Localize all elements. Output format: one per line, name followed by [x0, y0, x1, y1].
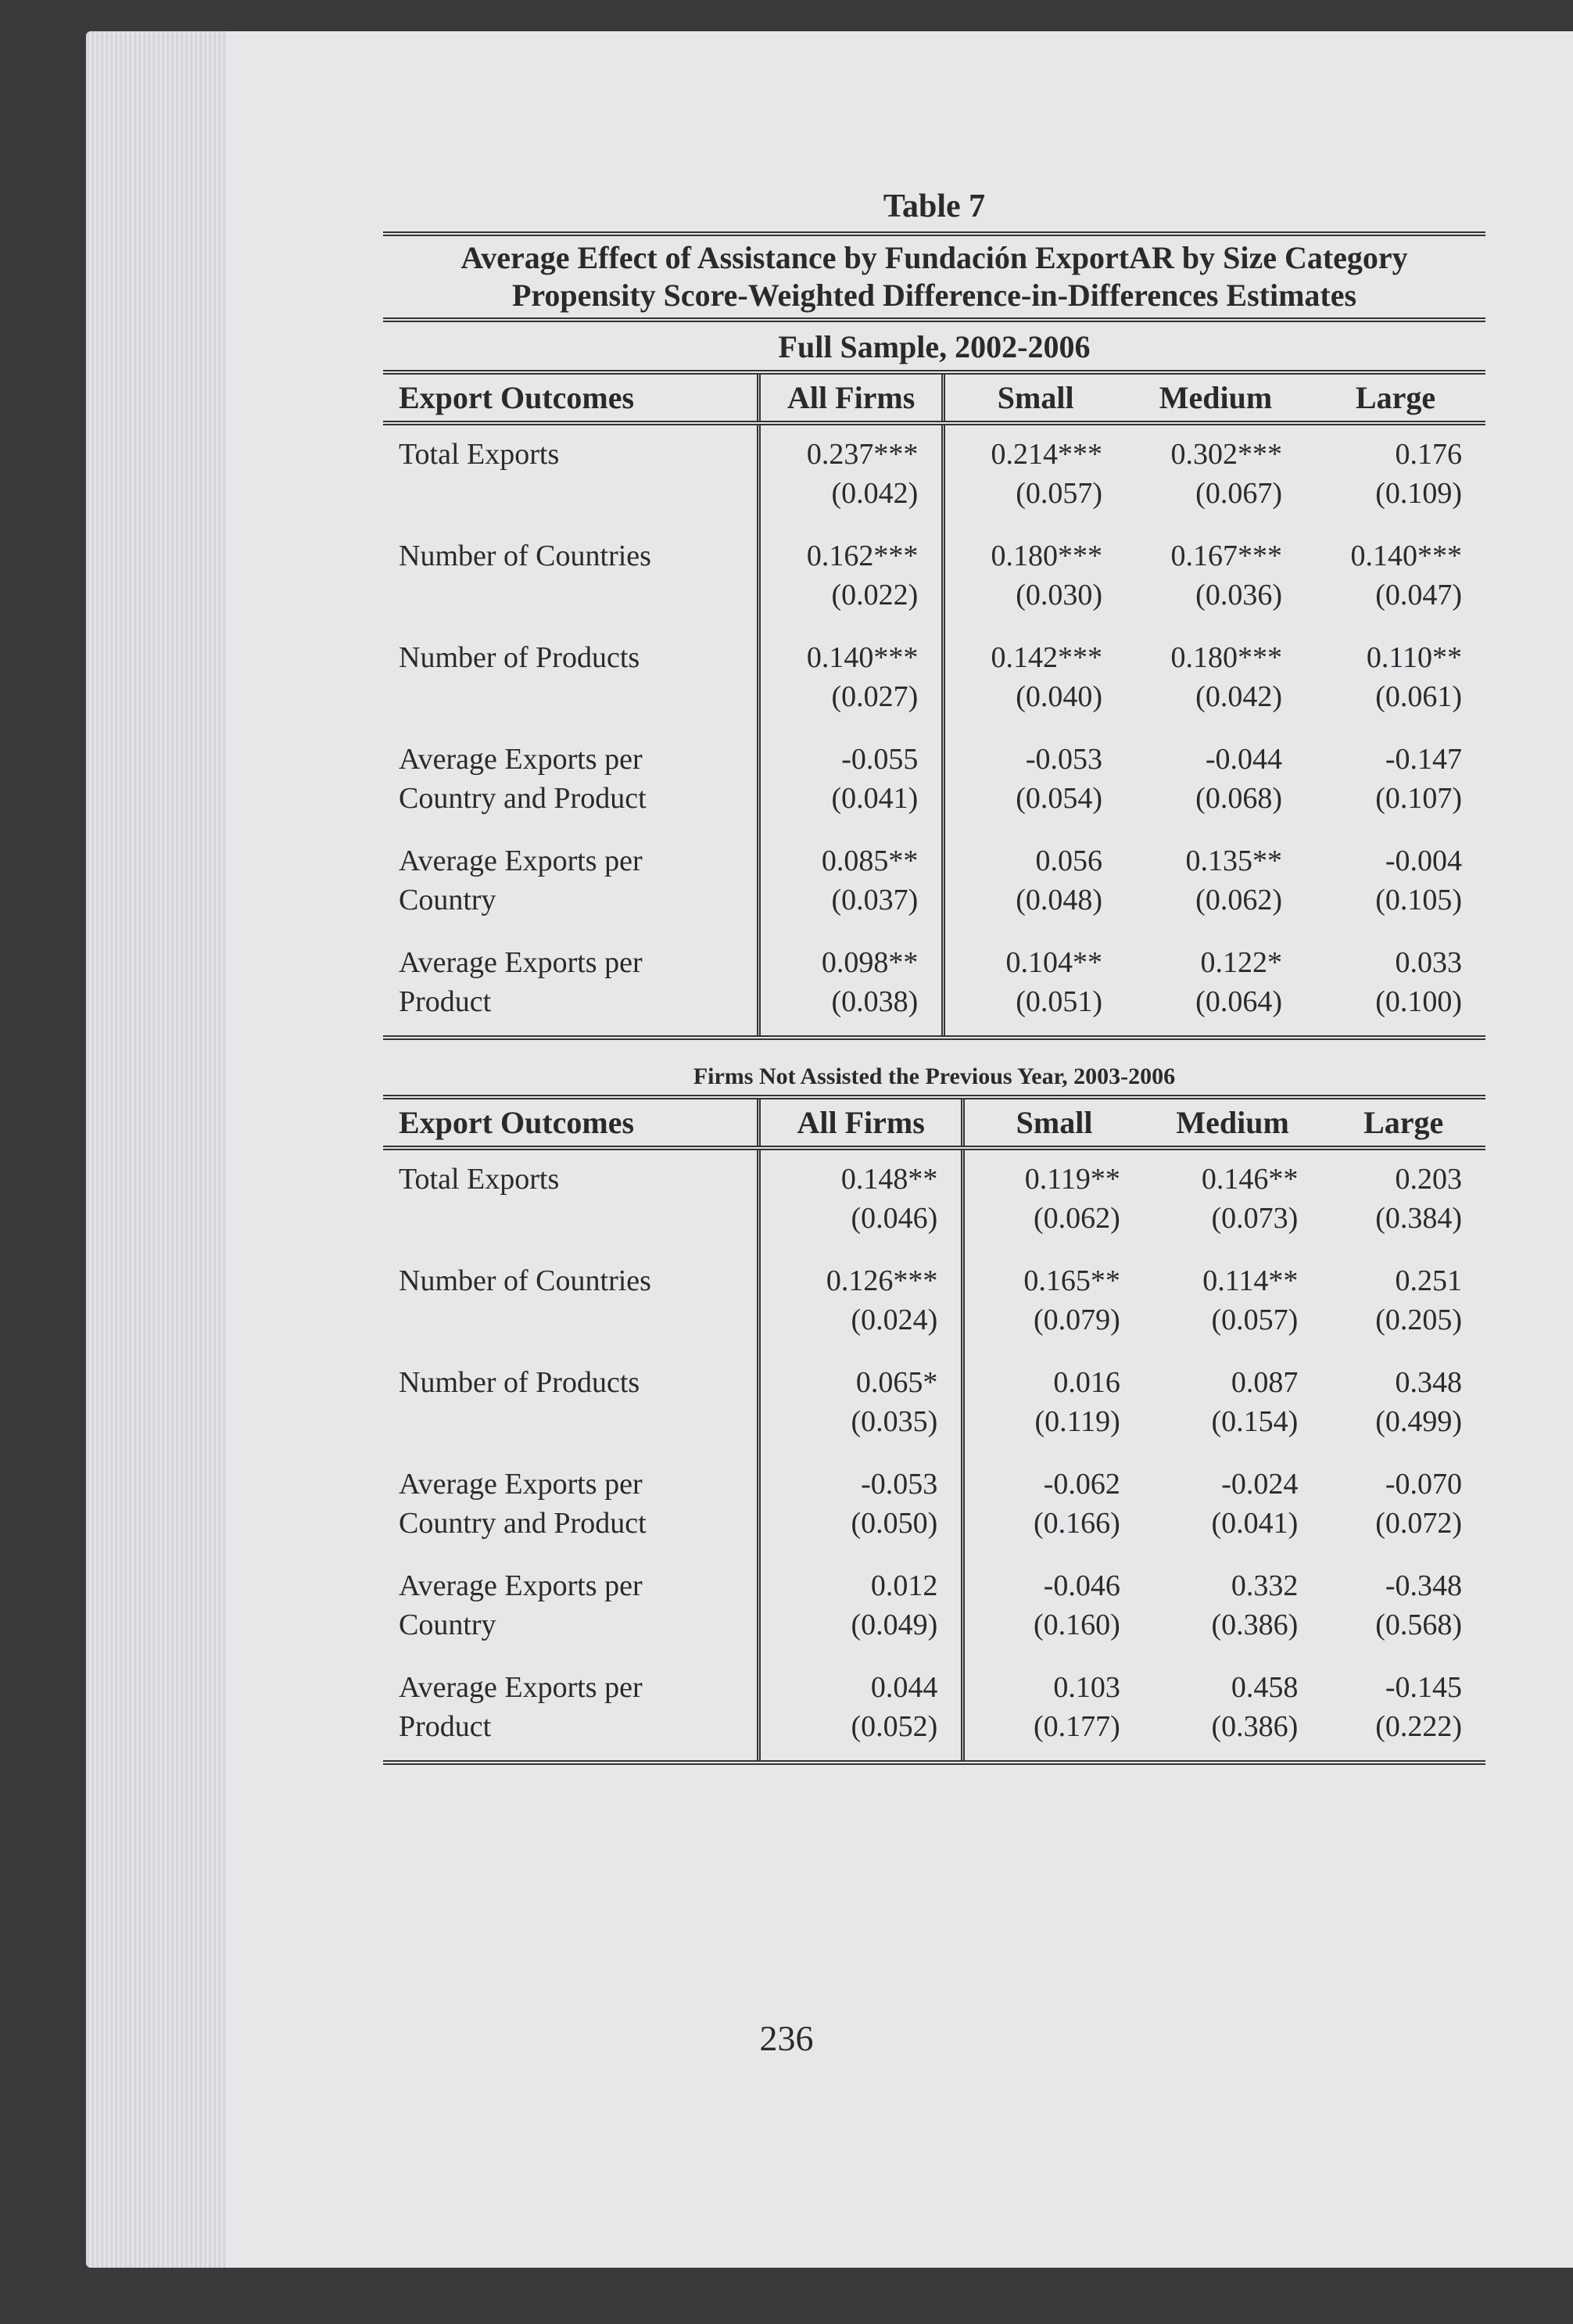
coefficient: 0.237*** — [806, 438, 919, 471]
row-label — [383, 832, 759, 934]
row-label-line: Total Exports — [399, 438, 560, 471]
panel-title-not-assisted: Firms Not Assisted the Previous Year, 2003-2006 — [693, 1063, 1176, 1089]
page-number: 236 — [759, 2018, 814, 2058]
cell-small — [944, 832, 1126, 934]
coefficient: -0.053 — [1025, 743, 1102, 776]
row-label-line — [399, 677, 751, 716]
coefficient: 0.085** — [821, 845, 919, 877]
coefficient: 0.135** — [1185, 845, 1282, 877]
coefficient: -0.070 — [1385, 1468, 1462, 1501]
table-row — [383, 934, 1485, 1038]
standard-error: (0.024) — [851, 1304, 938, 1336]
row-label-line: Country and Product — [399, 782, 647, 815]
cell-large — [1306, 934, 1485, 1038]
col-header-outcomes: Export Outcomes — [383, 372, 759, 423]
cell-small — [944, 730, 1126, 832]
standard-error: (0.079) — [1034, 1304, 1120, 1336]
standard-error: (0.154) — [1211, 1405, 1299, 1438]
standard-error: (0.105) — [1375, 884, 1462, 916]
row-label-line — [399, 1402, 751, 1441]
coefficient: 0.087 — [1231, 1366, 1299, 1399]
standard-error: (0.037) — [831, 884, 919, 916]
row-label-line: Average Exports per — [399, 1468, 643, 1501]
standard-error: (0.067) — [1195, 477, 1282, 510]
col-header-all-firms: All Firms — [759, 372, 944, 423]
standard-error: (0.386) — [1211, 1609, 1299, 1641]
standard-error: (0.119) — [1034, 1405, 1120, 1438]
table-container — [383, 188, 1485, 1765]
table-row — [383, 1455, 1485, 1557]
cell-small — [963, 1148, 1144, 1252]
table-header-row — [383, 1097, 1485, 1148]
row-label-line: Number of Products — [399, 1366, 640, 1399]
coefficient: 0.140*** — [806, 641, 919, 674]
cell-medium — [1144, 1354, 1322, 1455]
cell-large — [1321, 1455, 1485, 1557]
row-label — [383, 934, 759, 1038]
row-label-line: Number of Countries — [399, 540, 651, 572]
coefficient: 0.203 — [1395, 1163, 1462, 1196]
cell-small — [963, 1252, 1144, 1354]
cell-all-firms — [759, 730, 944, 832]
standard-error: (0.048) — [1016, 884, 1102, 916]
table-body-not-assisted — [383, 1148, 1485, 1763]
coefficient: 0.167*** — [1170, 540, 1282, 572]
row-label — [383, 1659, 759, 1763]
standard-error: (0.022) — [831, 579, 919, 611]
cell-medium — [1126, 423, 1306, 527]
coefficient: 0.065* — [855, 1366, 938, 1399]
row-label — [383, 1557, 759, 1659]
table-title — [383, 236, 1485, 317]
coefficient: 0.180*** — [991, 540, 1102, 572]
table-row — [383, 1252, 1485, 1354]
results-table-full-sample — [383, 370, 1485, 1040]
standard-error: (0.166) — [1034, 1507, 1120, 1540]
row-label — [383, 730, 759, 832]
cell-medium — [1126, 730, 1306, 832]
coefficient: 0.104** — [1005, 946, 1102, 979]
standard-error: (0.051) — [1016, 985, 1102, 1018]
cell-all-firms — [759, 423, 944, 527]
cell-small — [944, 423, 1126, 527]
cell-all-firms — [759, 1557, 963, 1659]
row-label — [383, 629, 759, 730]
cell-medium — [1126, 934, 1306, 1038]
standard-error: (0.386) — [1211, 1710, 1299, 1743]
standard-error: (0.035) — [851, 1405, 938, 1438]
row-label-line — [399, 1300, 751, 1340]
cell-all-firms — [759, 629, 944, 730]
row-label-line: Total Exports — [399, 1163, 560, 1196]
coefficient: -0.147 — [1385, 743, 1462, 776]
cell-small — [944, 527, 1126, 629]
cell-all-firms — [759, 1148, 963, 1252]
cell-large — [1306, 832, 1485, 934]
col-header-all-firms: All Firms — [759, 1097, 963, 1148]
standard-error: (0.205) — [1375, 1304, 1462, 1336]
standard-error: (0.050) — [851, 1507, 938, 1540]
col-header-small: Small — [944, 372, 1126, 423]
standard-error: (0.072) — [1375, 1507, 1462, 1540]
cell-medium — [1144, 1148, 1322, 1252]
standard-error: (0.107) — [1375, 782, 1462, 815]
cell-medium — [1144, 1455, 1322, 1557]
row-label-line: Country — [399, 884, 496, 916]
standard-error: (0.068) — [1195, 782, 1282, 815]
coefficient: 0.056 — [1035, 845, 1102, 877]
standard-error: (0.047) — [1375, 579, 1462, 611]
standard-error: (0.042) — [1195, 680, 1282, 713]
cell-small — [963, 1455, 1144, 1557]
row-label — [383, 423, 759, 527]
table-header-row — [383, 372, 1485, 423]
coefficient: 0.033 — [1395, 946, 1462, 979]
row-label-line — [399, 1199, 751, 1238]
cell-large — [1321, 1354, 1485, 1455]
standard-error: (0.041) — [831, 782, 919, 815]
cell-small — [963, 1557, 1144, 1659]
col-header-medium: Medium — [1126, 372, 1306, 423]
col-header-outcomes: Export Outcomes — [383, 1097, 759, 1148]
standard-error: (0.052) — [851, 1710, 938, 1743]
row-label-line: Product — [399, 985, 492, 1018]
standard-error: (0.222) — [1375, 1710, 1462, 1743]
table-row — [383, 629, 1485, 730]
row-label — [383, 1252, 759, 1354]
coefficient: 0.044 — [870, 1671, 938, 1704]
cell-small — [963, 1354, 1144, 1455]
coefficient: 0.016 — [1053, 1366, 1120, 1399]
coefficient: 0.162*** — [806, 540, 919, 572]
standard-error: (0.062) — [1195, 884, 1282, 916]
coefficient: 0.146** — [1201, 1163, 1299, 1196]
col-header-medium: Medium — [1144, 1097, 1322, 1148]
cell-large — [1321, 1659, 1485, 1763]
cell-large — [1306, 629, 1485, 730]
standard-error: (0.041) — [1211, 1507, 1299, 1540]
coefficient: 0.214*** — [991, 438, 1102, 471]
coefficient: -0.044 — [1205, 743, 1282, 776]
coefficient: 0.165** — [1023, 1264, 1120, 1297]
row-label-line: Average Exports per — [399, 946, 643, 979]
coefficient: -0.053 — [861, 1468, 938, 1501]
standard-error: (0.030) — [1016, 579, 1102, 611]
cell-small — [944, 934, 1126, 1038]
col-header-large: Large — [1306, 372, 1485, 423]
row-label — [383, 1148, 759, 1252]
standard-error: (0.057) — [1016, 477, 1102, 510]
coefficient: 0.180*** — [1170, 641, 1282, 674]
standard-error: (0.046) — [851, 1202, 938, 1235]
standard-error: (0.057) — [1211, 1304, 1299, 1336]
standard-error: (0.160) — [1034, 1609, 1120, 1641]
cell-all-firms — [759, 1659, 963, 1763]
coefficient: 0.103 — [1053, 1671, 1120, 1704]
cell-all-firms — [759, 832, 944, 934]
row-label — [383, 1354, 759, 1455]
cell-small — [944, 629, 1126, 730]
coefficient: -0.062 — [1043, 1468, 1120, 1501]
standard-error: (0.049) — [851, 1609, 938, 1641]
cell-large — [1321, 1557, 1485, 1659]
table-number: Table 7 — [883, 188, 986, 224]
coefficient: 0.302*** — [1170, 438, 1282, 471]
row-label-line: Average Exports per — [399, 1671, 643, 1704]
standard-error: (0.499) — [1375, 1405, 1462, 1438]
coefficient: -0.055 — [841, 743, 919, 776]
table-row — [383, 1354, 1485, 1455]
standard-error: (0.040) — [1016, 680, 1102, 713]
table-row — [383, 1148, 1485, 1252]
col-header-large: Large — [1321, 1097, 1485, 1148]
standard-error: (0.384) — [1375, 1202, 1462, 1235]
cell-large — [1306, 730, 1485, 832]
coefficient: 0.126*** — [826, 1264, 938, 1297]
cell-large — [1306, 527, 1485, 629]
table-row — [383, 423, 1485, 527]
table-row — [383, 527, 1485, 629]
table-row — [383, 730, 1485, 832]
standard-error: (0.100) — [1375, 985, 1462, 1018]
coefficient: 0.122* — [1200, 946, 1282, 979]
standard-error: (0.073) — [1211, 1202, 1299, 1235]
row-label-line: Country — [399, 1609, 496, 1641]
cell-all-firms — [759, 527, 944, 629]
row-label-line: Number of Countries — [399, 1264, 651, 1297]
coefficient: -0.348 — [1385, 1569, 1462, 1602]
standard-error: (0.064) — [1195, 985, 1282, 1018]
standard-error: (0.109) — [1375, 477, 1462, 510]
cell-all-firms — [759, 934, 944, 1038]
row-label-line — [399, 576, 751, 615]
coefficient: -0.004 — [1385, 845, 1462, 877]
table-body-full-sample — [383, 423, 1485, 1038]
row-label — [383, 1455, 759, 1557]
row-label-line: Product — [399, 1710, 492, 1743]
row-label-line: Average Exports per — [399, 845, 643, 877]
standard-error: (0.061) — [1375, 680, 1462, 713]
cell-large — [1321, 1252, 1485, 1354]
coefficient: 0.140*** — [1350, 540, 1462, 572]
cell-medium — [1126, 629, 1306, 730]
coefficient: 0.142*** — [991, 641, 1102, 674]
coefficient: 0.148** — [840, 1163, 938, 1196]
coefficient: 0.114** — [1202, 1264, 1299, 1297]
coefficient: 0.251 — [1395, 1264, 1462, 1297]
standard-error: (0.027) — [831, 680, 919, 713]
cell-medium — [1144, 1252, 1322, 1354]
row-label-line: Average Exports per — [399, 1569, 643, 1602]
standard-error: (0.038) — [831, 985, 919, 1018]
table-row — [383, 1659, 1485, 1763]
coefficient: 0.110** — [1366, 641, 1462, 674]
results-table-not-assisted — [383, 1095, 1485, 1765]
cell-medium — [1144, 1659, 1322, 1763]
cell-medium — [1126, 832, 1306, 934]
cell-all-firms — [759, 1455, 963, 1557]
cell-medium — [1144, 1557, 1322, 1659]
row-label-line — [399, 474, 751, 513]
table-row — [383, 1557, 1485, 1659]
row-label — [383, 527, 759, 629]
row-label-line: Country and Product — [399, 1507, 647, 1540]
coefficient: 0.119** — [1024, 1163, 1120, 1196]
standard-error: (0.036) — [1195, 579, 1282, 611]
coefficient: -0.145 — [1385, 1671, 1462, 1704]
cell-all-firms — [759, 1252, 963, 1354]
coefficient: -0.024 — [1221, 1468, 1299, 1501]
col-header-small: Small — [963, 1097, 1144, 1148]
cell-large — [1321, 1148, 1485, 1252]
cell-small — [963, 1659, 1144, 1763]
standard-error: (0.177) — [1034, 1710, 1120, 1743]
coefficient: 0.458 — [1231, 1671, 1299, 1704]
cell-all-firms — [759, 1354, 963, 1455]
coefficient: 0.348 — [1395, 1366, 1462, 1399]
cell-medium — [1126, 527, 1306, 629]
title-line-1: Average Effect of Assistance by Fundación ExportAR by Size Category — [460, 240, 1408, 275]
standard-error: (0.062) — [1034, 1202, 1120, 1235]
table-row — [383, 832, 1485, 934]
row-label-line: Average Exports per — [399, 743, 643, 776]
standard-error: (0.042) — [831, 477, 919, 510]
coefficient: 0.332 — [1231, 1569, 1299, 1602]
coefficient: 0.012 — [870, 1569, 938, 1602]
title-line-2: Propensity Score-Weighted Difference-in-Differences Estimates — [511, 278, 1357, 313]
standard-error: (0.568) — [1375, 1609, 1462, 1641]
coefficient: -0.046 — [1043, 1569, 1120, 1602]
row-label-line: Number of Products — [399, 641, 640, 674]
coefficient: 0.098** — [821, 946, 919, 979]
standard-error: (0.054) — [1016, 782, 1102, 815]
coefficient: 0.176 — [1395, 438, 1462, 471]
panel-title-full-sample: Full Sample, 2002-2006 — [778, 329, 1091, 364]
cell-large — [1306, 423, 1485, 527]
